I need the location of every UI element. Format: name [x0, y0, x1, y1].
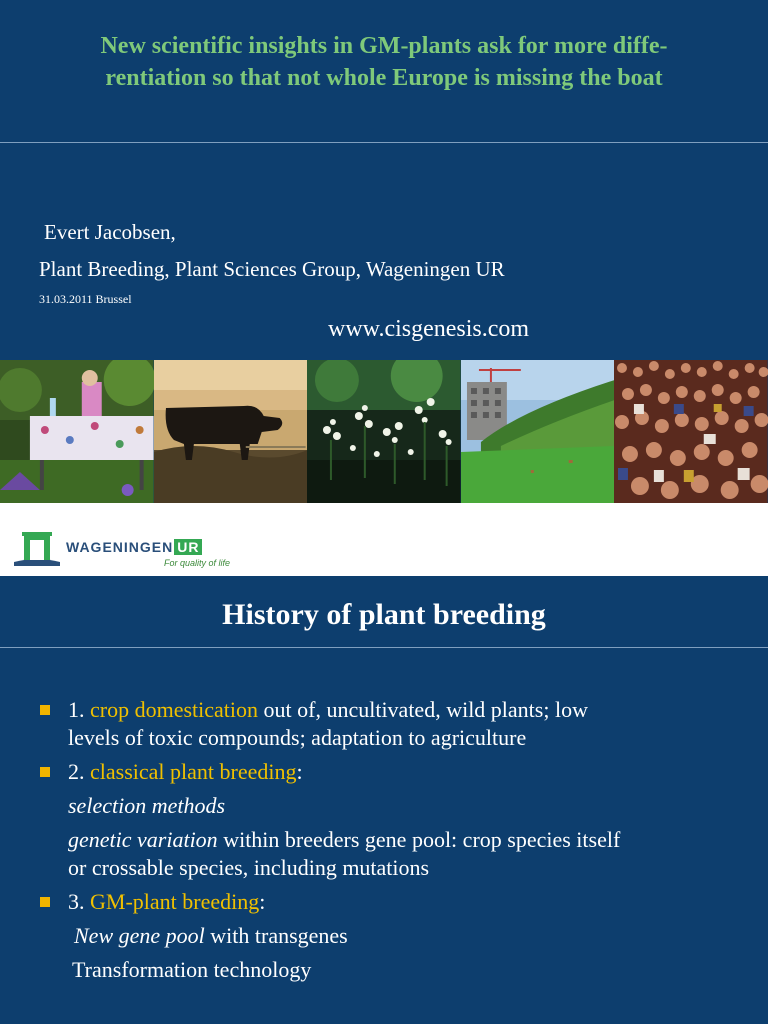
slide-title-line-2: rentiation so that not whole Europe is missing the boat	[105, 65, 663, 91]
list-item-3-highlight: GM-plant breeding	[90, 889, 260, 914]
slide-title-line-1: New scientific insights in GM-plants ask for more diffe-	[100, 33, 668, 59]
photo-building-hedge	[461, 360, 615, 503]
logo-tagline: For quality of life	[164, 558, 231, 568]
photo-crowd	[614, 360, 768, 503]
list-item-2-sub-1: selection methods	[68, 793, 226, 818]
list-item-2-highlight: classical plant breeding	[90, 759, 297, 784]
list-item-2-number: 2.	[68, 759, 90, 784]
list-item-2-sub-2-italic: genetic variation	[68, 827, 218, 852]
list-item-3-sub-2: Transformation technology	[72, 957, 312, 982]
bullet-marker	[40, 897, 50, 907]
photo-strip	[0, 360, 768, 503]
list-item-2-colon: :	[296, 759, 303, 784]
author-affiliation: Plant Breeding, Plant Sciences Group, Wageningen UR	[39, 257, 505, 281]
photo-garden-table	[0, 360, 154, 503]
list-item-3-sub-1-italic: New gene pool	[74, 923, 205, 948]
wageningen-ur-logo	[12, 528, 252, 572]
logo-wordmark	[66, 539, 202, 555]
list-item-1-rest: out of, uncultivated, wild plants; low	[258, 697, 588, 722]
title-divider	[0, 142, 768, 143]
list-item-3-number: 3.	[68, 889, 90, 914]
list-item-1-line-1	[68, 696, 588, 724]
list-item-3-colon: :	[259, 889, 266, 914]
list-item-2-line-1	[68, 758, 303, 786]
author-name: Evert Jacobsen,	[44, 220, 176, 244]
list-item-1-highlight: crop domestication	[90, 697, 259, 722]
list-item-3-line-1	[68, 888, 265, 916]
history-title: History of plant breeding	[222, 598, 546, 631]
presentation-date: 31.03.2011 Brussel	[39, 292, 132, 306]
photo-white-flowers	[307, 360, 461, 503]
website-url: www.cisgenesis.com	[328, 316, 530, 342]
list-item-1-number: 1.	[68, 697, 90, 722]
logo-wordmark-ur: UR	[174, 539, 202, 555]
slide-title	[0, 30, 768, 94]
bullet-marker	[40, 767, 50, 777]
bullet-marker	[40, 705, 50, 715]
list-item-3-sub-1	[74, 922, 348, 950]
list-item-1-line-2: levels of toxic compounds; adaptation to agriculture	[68, 725, 527, 750]
history-title-divider	[0, 647, 768, 648]
list-item-2-sub-2	[68, 826, 620, 854]
wageningen-logo-icon	[12, 528, 62, 568]
list-item-3-sub-1-rest: with transgenes	[204, 923, 348, 948]
photo-cow-field	[154, 360, 308, 503]
list-item-2-sub-2-rest: within breeders gene pool: crop species itself	[217, 827, 621, 852]
history-slide	[0, 576, 768, 1024]
logo-wordmark-text: WAGENINGEN	[66, 539, 174, 555]
list-item-2-sub-2-line-2: or crossable species, including mutations	[68, 855, 430, 880]
logo-band	[0, 503, 768, 576]
